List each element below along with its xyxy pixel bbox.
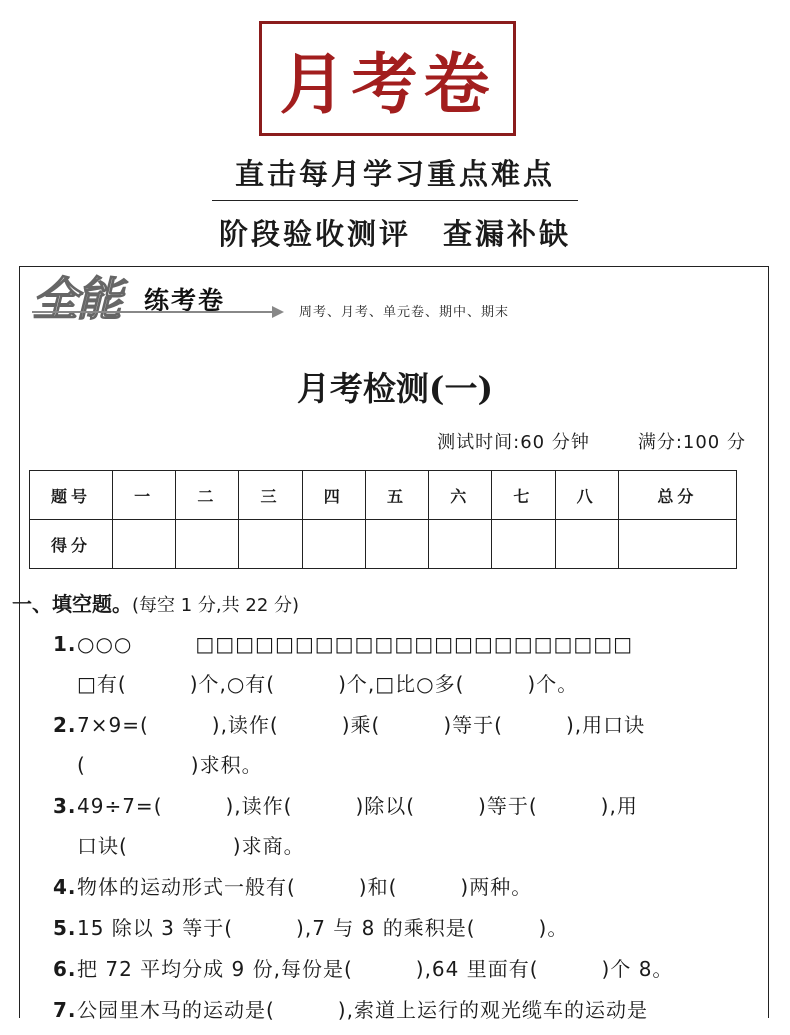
question-4	[53, 871, 532, 900]
question-2	[53, 709, 645, 738]
exam-meta	[437, 428, 746, 454]
brand-underline	[32, 311, 282, 313]
score-table-score-row	[30, 520, 737, 569]
question-5	[53, 912, 568, 941]
section-note: (每空 1 分,共 22 分)	[132, 595, 300, 616]
section-title: 一、填空题。	[12, 592, 132, 616]
score-table-header-cell: 八	[555, 471, 618, 520]
score-cell[interactable]	[113, 520, 176, 569]
score-cell[interactable]	[239, 520, 302, 569]
score-table-header-cell: 五	[365, 471, 428, 520]
question-text: □有( )个,○有( )个,□比○多( )个。	[77, 672, 579, 696]
banner-title: 月考卷	[279, 45, 496, 123]
score-table-header-cell: 题号	[30, 471, 113, 520]
score-cell[interactable]	[492, 520, 555, 569]
question-number: 1.	[53, 632, 77, 656]
question-text: ○○○ □□□□□□□□□□□□□□□□□□□□□□	[77, 632, 634, 656]
score-table-header-cell: 三	[239, 471, 302, 520]
question-6	[53, 953, 673, 982]
brand-logo-small: 练考卷	[144, 286, 226, 315]
score-cell[interactable]	[302, 520, 365, 569]
exam-time: 测试时间:60 分钟	[437, 432, 590, 453]
score-table-header-cell: 二	[176, 471, 239, 520]
score-table-header-cell: 一	[113, 471, 176, 520]
question-text: 15 除以 3 等于( ),7 与 8 的乘积是( )。	[77, 916, 569, 940]
score-table-header-cell: 六	[429, 471, 492, 520]
section-heading	[12, 588, 299, 617]
score-table-header-row	[30, 471, 737, 520]
question-number: 3.	[53, 794, 77, 818]
question-3-continued	[77, 830, 305, 859]
exam-paper	[12, 266, 769, 1022]
arrow-icon	[272, 306, 284, 318]
question-number: 7.	[53, 998, 77, 1022]
exam-full-score: 满分:100 分	[637, 432, 746, 453]
score-cell[interactable]	[365, 520, 428, 569]
question-1-continued	[77, 668, 578, 697]
question-number: 5.	[53, 916, 77, 940]
question-text: ( )求积。	[77, 753, 263, 777]
question-7	[53, 994, 648, 1023]
score-table-header-cell: 总分	[618, 471, 736, 520]
question-text: 把 72 平均分成 9 份,每份是( ),64 里面有( )个 8。	[77, 957, 674, 981]
question-text: 物体的运动形式一般有( )和( )两种。	[77, 875, 533, 899]
question-text: 口诀( )求商。	[77, 834, 305, 858]
question-text: 公园里木马的运动是( ),索道上运行的观光缆车的运动是	[77, 998, 648, 1022]
question-number: 4.	[53, 875, 77, 899]
score-cell[interactable]	[176, 520, 239, 569]
score-cell[interactable]	[618, 520, 736, 569]
score-table	[29, 470, 737, 569]
question-text: 7×9=( ),读作( )乘( )等于( ),用口诀	[77, 713, 646, 737]
score-cell[interactable]	[429, 520, 492, 569]
header-banner	[259, 21, 516, 136]
question-1	[53, 628, 633, 657]
score-row-label: 得分	[30, 520, 113, 569]
question-number: 2.	[53, 713, 77, 737]
slogan-line-1: 直击每月学习重点难点	[234, 157, 555, 191]
score-table-header-cell: 七	[492, 471, 555, 520]
question-text: 49÷7=( ),读作( )除以( )等于( ),用	[77, 794, 638, 818]
question-3	[53, 790, 638, 819]
score-cell[interactable]	[555, 520, 618, 569]
brand-tagline: 周考、月考、单元卷、期中、期末	[299, 305, 510, 320]
slogan-line-2: 阶段验收测评 查漏补缺	[218, 217, 571, 251]
question-2-continued	[77, 749, 263, 778]
question-number: 6.	[53, 957, 77, 981]
score-table-header-cell: 四	[302, 471, 365, 520]
exam-title: 月考检测(一)	[296, 369, 494, 408]
brand-logo-large: 全能	[32, 272, 120, 326]
slogan-divider	[212, 200, 578, 201]
